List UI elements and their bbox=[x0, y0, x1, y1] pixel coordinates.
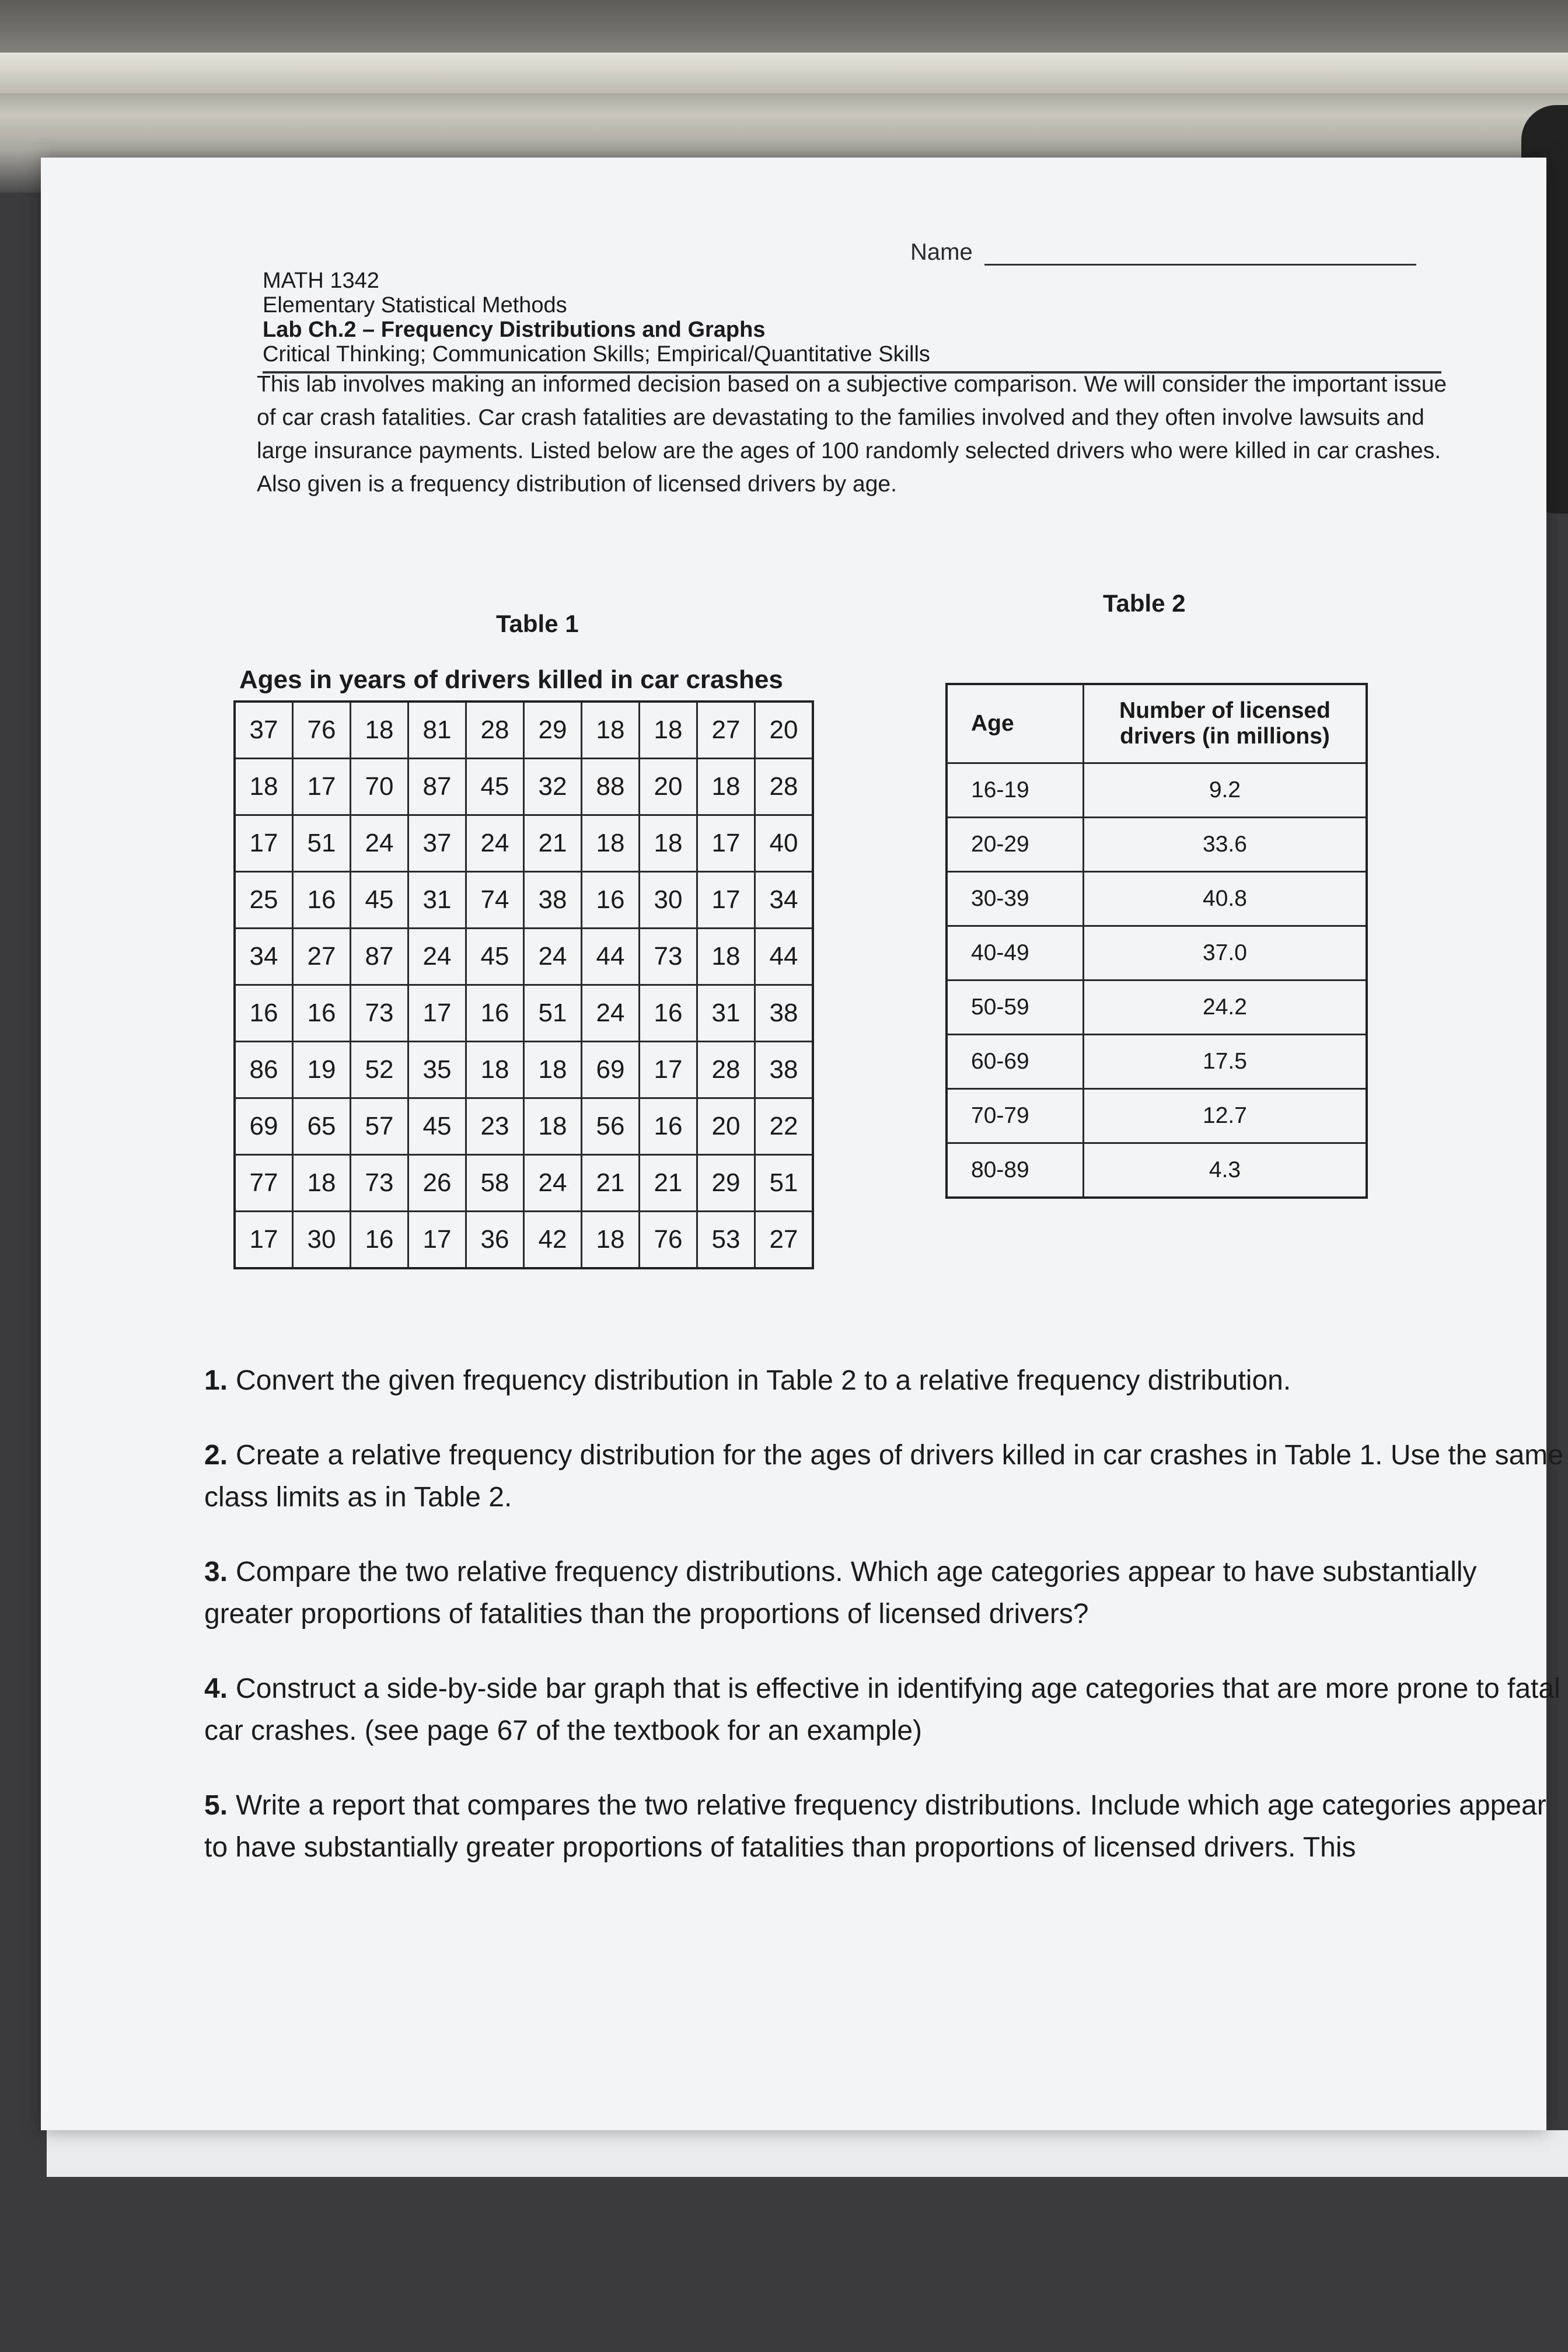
table1-cell: 30 bbox=[293, 1212, 351, 1269]
table2-count-cell: 37.0 bbox=[1084, 926, 1367, 980]
table1-cell: 16 bbox=[293, 985, 351, 1042]
table2-title: Table 2 bbox=[1103, 589, 1186, 617]
table1-cell: 16 bbox=[235, 985, 293, 1042]
table2-age-cell: 20-29 bbox=[947, 818, 1084, 872]
question-text: Write a report that compares the two relative frequency distributions. Include which age categories appear to have substantially greater proportions of fatalities than proportions of licensed drivers. This bbox=[204, 1790, 1546, 1863]
table1-cell: 27 bbox=[755, 1212, 813, 1269]
table1-cell: 16 bbox=[351, 1212, 408, 1269]
table1-row bbox=[235, 1098, 813, 1155]
table1-cell: 16 bbox=[640, 1098, 697, 1155]
table1-cell: 44 bbox=[755, 929, 813, 985]
table1-cell: 76 bbox=[293, 702, 351, 759]
table1-cell: 30 bbox=[640, 872, 697, 929]
table1-cell: 76 bbox=[640, 1212, 697, 1269]
table2-age-cell: 16-19 bbox=[947, 763, 1084, 818]
table2-row bbox=[947, 980, 1367, 1035]
table1-cell: 73 bbox=[351, 1155, 408, 1212]
course-code: MATH 1342 bbox=[263, 268, 379, 293]
table1-cell: 18 bbox=[582, 815, 640, 872]
desk-rail bbox=[0, 53, 1568, 93]
table1-cell: 17 bbox=[408, 985, 466, 1042]
question-item bbox=[204, 1551, 1564, 1635]
table1-row bbox=[235, 872, 813, 929]
question-list bbox=[204, 1360, 1564, 1901]
table2-age-cell: 60-69 bbox=[947, 1035, 1084, 1089]
table1-cell: 45 bbox=[466, 759, 524, 815]
table1-cell: 21 bbox=[524, 815, 582, 872]
question-number: 4. bbox=[204, 1673, 228, 1704]
table1-row bbox=[235, 1212, 813, 1269]
table1-cell: 18 bbox=[235, 759, 293, 815]
table1-cell: 42 bbox=[524, 1212, 582, 1269]
table1-cell: 31 bbox=[697, 985, 755, 1042]
underlying-sheet bbox=[47, 2130, 1568, 2177]
question-text: Compare the two relative frequency distributions. Which age categories appear to have substantially greater proportions of fatalities than the proportions of licensed drivers? bbox=[204, 1557, 1477, 1629]
table1-cell: 69 bbox=[582, 1042, 640, 1098]
intro-paragraph: This lab involves making an informed decision based on a subjective comparison. We will consider the important issue of car crash fatalities. Car crash fatalities are devastating to the families involved and they often involve lawsuits and large insurance payments. Listed below are the ages of 100 randomly selected drivers who were killed in car crashes. Also given is a frequency distribution of licensed drivers by age. bbox=[257, 372, 1447, 497]
table1-cell: 24 bbox=[466, 815, 524, 872]
table1-cell: 18 bbox=[640, 702, 697, 759]
table1-cell: 17 bbox=[235, 815, 293, 872]
table1-row bbox=[235, 1042, 813, 1098]
table1-cell: 20 bbox=[755, 702, 813, 759]
table1-cell: 58 bbox=[466, 1155, 524, 1212]
table1-cell: 45 bbox=[408, 1098, 466, 1155]
table2-row bbox=[947, 1143, 1367, 1198]
table1-cell: 16 bbox=[293, 872, 351, 929]
table1-cell: 44 bbox=[582, 929, 640, 985]
table1-ages bbox=[233, 700, 814, 1269]
table2-licensed-drivers bbox=[945, 683, 1368, 1199]
table2-header-count: Number of licensed drivers (in millions) bbox=[1084, 684, 1367, 763]
table1-cell: 38 bbox=[524, 872, 582, 929]
name-label: Name bbox=[910, 239, 973, 265]
table1-cell: 24 bbox=[351, 815, 408, 872]
table1-cell: 20 bbox=[640, 759, 697, 815]
table1-cell: 38 bbox=[755, 1042, 813, 1098]
table1-row bbox=[235, 815, 813, 872]
table2-row bbox=[947, 926, 1367, 980]
table1-cell: 38 bbox=[755, 985, 813, 1042]
table1-cell: 18 bbox=[697, 759, 755, 815]
table1-cell: 32 bbox=[524, 759, 582, 815]
table1-cell: 51 bbox=[755, 1155, 813, 1212]
table1-caption: Ages in years of drivers killed in car crashes bbox=[239, 665, 783, 694]
table1-cell: 77 bbox=[235, 1155, 293, 1212]
table1-cell: 70 bbox=[351, 759, 408, 815]
question-text: Create a relative frequency distribution for the ages of drivers killed in car crashes in Table 1. Use the same class limits as in Table 2. bbox=[204, 1440, 1563, 1513]
table1-cell: 28 bbox=[697, 1042, 755, 1098]
table1-cell: 26 bbox=[408, 1155, 466, 1212]
table1-cell: 24 bbox=[582, 985, 640, 1042]
table2-age-cell: 80-89 bbox=[947, 1143, 1084, 1198]
table1-cell: 27 bbox=[293, 929, 351, 985]
table1-cell: 74 bbox=[466, 872, 524, 929]
table1-cell: 65 bbox=[293, 1098, 351, 1155]
table1-cell: 17 bbox=[640, 1042, 697, 1098]
table1-cell: 73 bbox=[640, 929, 697, 985]
table1-row bbox=[235, 985, 813, 1042]
table1-cell: 52 bbox=[351, 1042, 408, 1098]
worksheet-page bbox=[41, 158, 1563, 2130]
table1-cell: 17 bbox=[293, 759, 351, 815]
table2-row bbox=[947, 763, 1367, 818]
table1-cell: 35 bbox=[408, 1042, 466, 1098]
table1-cell: 19 bbox=[293, 1042, 351, 1098]
table1-cell: 18 bbox=[582, 702, 640, 759]
table1-cell: 40 bbox=[755, 815, 813, 872]
skills-line: Critical Thinking; Communication Skills; Empirical/Quantitative Skills bbox=[263, 342, 930, 367]
table2-count-cell: 12.7 bbox=[1084, 1089, 1367, 1143]
table2-count-cell: 4.3 bbox=[1084, 1143, 1367, 1198]
table2-count-cell: 17.5 bbox=[1084, 1035, 1367, 1089]
question-number: 1. bbox=[204, 1365, 228, 1396]
table2-count-cell: 33.6 bbox=[1084, 818, 1367, 872]
table1-cell: 86 bbox=[235, 1042, 293, 1098]
table2-header-age: Age bbox=[947, 684, 1084, 763]
name-field[interactable] bbox=[910, 239, 1416, 266]
table1-cell: 81 bbox=[408, 702, 466, 759]
table1-cell: 87 bbox=[408, 759, 466, 815]
table2-age-cell: 50-59 bbox=[947, 980, 1084, 1035]
table2-age-cell: 40-49 bbox=[947, 926, 1084, 980]
table2-age-cell: 30-39 bbox=[947, 872, 1084, 926]
table1-cell: 88 bbox=[582, 759, 640, 815]
table1-cell: 18 bbox=[351, 702, 408, 759]
table1-cell: 36 bbox=[466, 1212, 524, 1269]
table1-cell: 18 bbox=[293, 1155, 351, 1212]
question-item bbox=[204, 1435, 1564, 1519]
table1-cell: 34 bbox=[235, 929, 293, 985]
table2-age-cell: 70-79 bbox=[947, 1089, 1084, 1143]
table1-title: Table 1 bbox=[496, 610, 579, 637]
table1-cell: 23 bbox=[466, 1098, 524, 1155]
table1-cell: 53 bbox=[697, 1212, 755, 1269]
table1-row bbox=[235, 759, 813, 815]
question-number: 3. bbox=[204, 1557, 228, 1587]
table1-cell: 17 bbox=[235, 1212, 293, 1269]
table1-cell: 45 bbox=[351, 872, 408, 929]
table1-cell: 20 bbox=[697, 1098, 755, 1155]
table1-cell: 37 bbox=[408, 815, 466, 872]
table1-row bbox=[235, 1155, 813, 1212]
table2-count-cell: 24.2 bbox=[1084, 980, 1367, 1035]
table1-row bbox=[235, 929, 813, 985]
table1-cell: 27 bbox=[697, 702, 755, 759]
table1-cell: 57 bbox=[351, 1098, 408, 1155]
table1-cell: 18 bbox=[466, 1042, 524, 1098]
table1-cell: 25 bbox=[235, 872, 293, 929]
worksheet-header bbox=[263, 268, 1441, 374]
question-number: 2. bbox=[204, 1440, 228, 1471]
table1-cell: 51 bbox=[524, 985, 582, 1042]
question-number: 5. bbox=[204, 1790, 228, 1821]
table1-cell: 56 bbox=[582, 1098, 640, 1155]
table1-cell: 17 bbox=[697, 815, 755, 872]
table1-cell: 21 bbox=[640, 1155, 697, 1212]
table1-cell: 45 bbox=[466, 929, 524, 985]
question-text: Convert the given frequency distribution in Table 2 to a relative frequency distribution. bbox=[236, 1365, 1291, 1396]
table1-row bbox=[235, 702, 813, 759]
table1-cell: 16 bbox=[640, 985, 697, 1042]
table1-cell: 24 bbox=[524, 1155, 582, 1212]
name-blank-line[interactable] bbox=[984, 240, 1416, 266]
table1-cell: 18 bbox=[640, 815, 697, 872]
table2-count-cell: 9.2 bbox=[1084, 763, 1367, 818]
table1-cell: 21 bbox=[582, 1155, 640, 1212]
table2-row bbox=[947, 818, 1367, 872]
table1-cell: 18 bbox=[697, 929, 755, 985]
table1-cell: 51 bbox=[293, 815, 351, 872]
table1-cell: 28 bbox=[755, 759, 813, 815]
question-item bbox=[204, 1785, 1564, 1869]
table1-cell: 28 bbox=[466, 702, 524, 759]
table1-cell: 31 bbox=[408, 872, 466, 929]
table2-count-cell: 40.8 bbox=[1084, 872, 1367, 926]
table1-cell: 24 bbox=[408, 929, 466, 985]
question-item bbox=[204, 1360, 1564, 1402]
question-text: Construct a side-by-side bar graph that is effective in identifying age categories that are more prone to fatal car crashes. (see page 67 of the textbook for an example) bbox=[204, 1673, 1560, 1746]
table1-cell: 17 bbox=[408, 1212, 466, 1269]
table1-cell: 34 bbox=[755, 872, 813, 929]
table2-row bbox=[947, 872, 1367, 926]
table1-cell: 29 bbox=[697, 1155, 755, 1212]
table1-cell: 73 bbox=[351, 985, 408, 1042]
table1-cell: 22 bbox=[755, 1098, 813, 1155]
table1-cell: 18 bbox=[582, 1212, 640, 1269]
table1-cell: 69 bbox=[235, 1098, 293, 1155]
question-item bbox=[204, 1668, 1564, 1752]
table1-cell: 18 bbox=[524, 1098, 582, 1155]
table2-row bbox=[947, 1089, 1367, 1143]
lab-title: Lab Ch.2 – Frequency Distributions and Graphs bbox=[263, 317, 766, 342]
table1-cell: 37 bbox=[235, 702, 293, 759]
table1-cell: 16 bbox=[582, 872, 640, 929]
table1-cell: 24 bbox=[524, 929, 582, 985]
table1-cell: 17 bbox=[697, 872, 755, 929]
course-title: Elementary Statistical Methods bbox=[263, 293, 567, 317]
table1-cell: 29 bbox=[524, 702, 582, 759]
table1-cell: 18 bbox=[524, 1042, 582, 1098]
table1-cell: 87 bbox=[351, 929, 408, 985]
table1-cell: 16 bbox=[466, 985, 524, 1042]
table2-row bbox=[947, 1035, 1367, 1089]
